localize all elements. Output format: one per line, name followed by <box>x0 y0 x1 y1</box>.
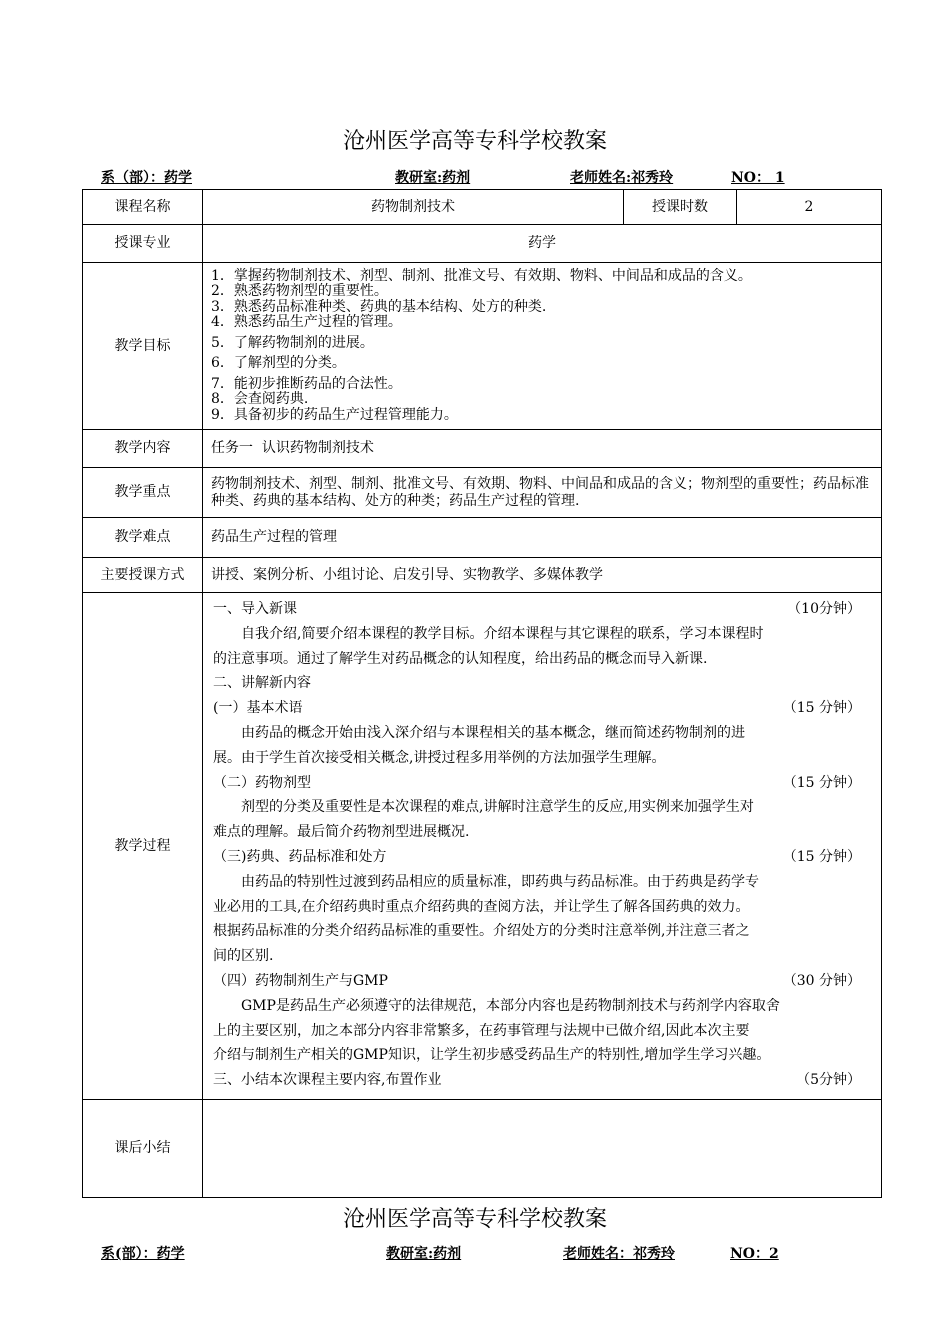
objective-item: 9．具备初步的药品生产过程管理能力。 <box>211 406 458 423</box>
hours-value: 2 <box>737 190 882 225</box>
section-time: （15 分钟） <box>782 700 861 717</box>
process-text: 自我介绍,简要介绍本课程的教学目标。介绍本课程与其它课程的联系，学习本课程时 <box>241 625 764 642</box>
summary-label: 课后小结 <box>83 1100 203 1198</box>
section-title: 一、导入新课 <box>213 601 297 617</box>
process-line <box>213 845 871 870</box>
office-field: 教研室:药剂 <box>395 170 471 186</box>
process-text: 的注意事项。通过了解学生对药品概念的认知程度，给出药品的概念而导入新课. <box>213 650 708 667</box>
process-line <box>213 597 871 622</box>
section-title: 三、小结本次课程主要内容,布置作业 <box>213 1072 442 1089</box>
section-time: （15 分钟） <box>782 774 861 791</box>
row-focus <box>83 468 882 518</box>
section-title: 二、讲解新内容 <box>213 675 311 692</box>
row-process <box>83 593 882 1100</box>
process-text: 介绍与制剂生产相关的GMP知识，让学生初步感受药品生产的特别性,增加学生学习兴趣。 <box>213 1047 771 1064</box>
focus-value: 药物制剂技术、剂型、制剂、批准文号、有效期、物料、中间品和成品的含义；物剂型的重要性；药品标准种类、药典的基本结构、处方的种类；药品生产过程的管理. <box>203 468 882 518</box>
process-content <box>203 593 882 1100</box>
row-major <box>83 225 882 263</box>
row-difficulty <box>83 518 882 558</box>
process-line <box>213 696 871 721</box>
process-line <box>213 1068 871 1093</box>
row-course <box>83 190 882 225</box>
row-summary <box>83 1100 882 1198</box>
process-label: 教学过程 <box>83 593 203 1100</box>
process-text: 剂型的分类及重要性是本次课程的难点,讲解时注意学生的反应,用实例来加强学生对 <box>241 799 754 816</box>
difficulty-label: 教学难点 <box>83 518 203 558</box>
process-text: 展。由于学生首次接受相关概念,讲授过程多用举例的方法加强学生理解。 <box>213 749 666 766</box>
objective-item: 7．能初步推断药品的合法性。 <box>211 375 402 392</box>
process-line <box>213 969 871 994</box>
process-text: 由药品的概念开始由浅入深介绍与本课程相关的基本概念，继而简述药物制剂的进 <box>241 724 745 741</box>
objective-item: 4．熟悉药品生产过程的管理。 <box>211 314 402 331</box>
page2-number-field: NO：2 <box>730 1246 779 1262</box>
course-name-label: 课程名称 <box>83 190 203 225</box>
row-methods <box>83 558 882 593</box>
objective-item: 5．了解药物制剂的进展。 <box>211 334 374 351</box>
objectives-label: 教学目标 <box>83 263 203 430</box>
content-label: 教学内容 <box>83 430 203 468</box>
section-title: （二）药物剂型 <box>213 774 311 791</box>
section-time: （5分钟） <box>796 1072 861 1089</box>
page2-office-field: 教研室:药剂 <box>386 1246 462 1262</box>
page-title: 沧州医学高等专科学校教案 <box>342 129 607 154</box>
major-value: 药学 <box>203 225 882 263</box>
methods-value: 讲授、案例分析、小组讨论、启发引导、实物教学、多媒体教学 <box>203 558 882 593</box>
hours-label: 授课时数 <box>624 190 737 225</box>
process-text: 业必用的工具,在介绍药典时重点介绍药典的查阅方法，并让学生了解各国药典的效力。 <box>213 898 750 915</box>
content-value: 任务一 认识药物制剂技术 <box>203 430 882 468</box>
process-text: 间的区别. <box>213 948 274 965</box>
objective-item: 2．熟悉药物剂型的重要性。 <box>211 283 388 300</box>
section-title: （三)药典、药品标准和处方 <box>213 848 387 865</box>
page2-teacher-field: 老师姓名：祁秀玲 <box>563 1246 675 1262</box>
page2-department-field: 系(部）：药学 <box>101 1246 185 1262</box>
course-name-value: 药物制剂技术 <box>203 190 624 225</box>
difficulty-value: 药品生产过程的管理 <box>203 518 882 558</box>
section-time: （10分钟） <box>787 601 861 617</box>
department-field: 系（部）：药学 <box>101 170 192 186</box>
process-text: 由药品的特别性过渡到药品相应的质量标准，即药典与药品标准。由于药典是药学专 <box>241 873 759 890</box>
number-field: NO： 1 <box>731 170 785 186</box>
lesson-plan-table <box>82 189 882 1198</box>
row-content <box>83 430 882 468</box>
section-time: （30 分钟） <box>782 972 861 989</box>
process-text: 根据药品标准的分类介绍药品标准的重要性。介绍处方的分类时注意举例,并注意三者之 <box>213 923 750 940</box>
focus-label: 教学重点 <box>83 468 203 518</box>
objective-item: 6．了解剂型的分类。 <box>211 355 346 372</box>
process-line <box>213 771 871 796</box>
process-text: GMP是药品生产必须遵守的法律规范，本部分内容也是药物制剂技术与药剂学内容取舍 <box>241 997 780 1014</box>
section-title: (一）基本术语 <box>213 700 303 717</box>
process-text: 难点的理解。最后简介药物剂型进展概况. <box>213 824 470 841</box>
objective-item: 1．掌握药物制剂技术、剂型、制剂、批准文号、有效期、物料、中间品和成品的含义。 <box>211 267 752 284</box>
objectives-list <box>203 263 882 430</box>
teacher-field: 老师姓名:祁秀玲 <box>570 170 674 186</box>
objective-item: 3．熟悉药品标准种类、药典的基本结构、处方的种类. <box>211 298 547 315</box>
page2-title: 沧州医学高等专科学校教案 <box>342 1207 607 1232</box>
section-title: （四）药物制剂生产与GMP <box>213 972 388 989</box>
process-text: 上的主要区别，加之本部分内容非常繁多，在药事管理与法规中已做介绍,因此本次主要 <box>213 1022 750 1039</box>
major-label: 授课专业 <box>83 225 203 263</box>
methods-label: 主要授课方式 <box>83 558 203 593</box>
section-time: （15 分钟） <box>782 848 861 865</box>
row-objectives <box>83 263 882 430</box>
summary-value <box>203 1100 882 1198</box>
objective-item: 8．会查阅药典. <box>211 391 309 408</box>
